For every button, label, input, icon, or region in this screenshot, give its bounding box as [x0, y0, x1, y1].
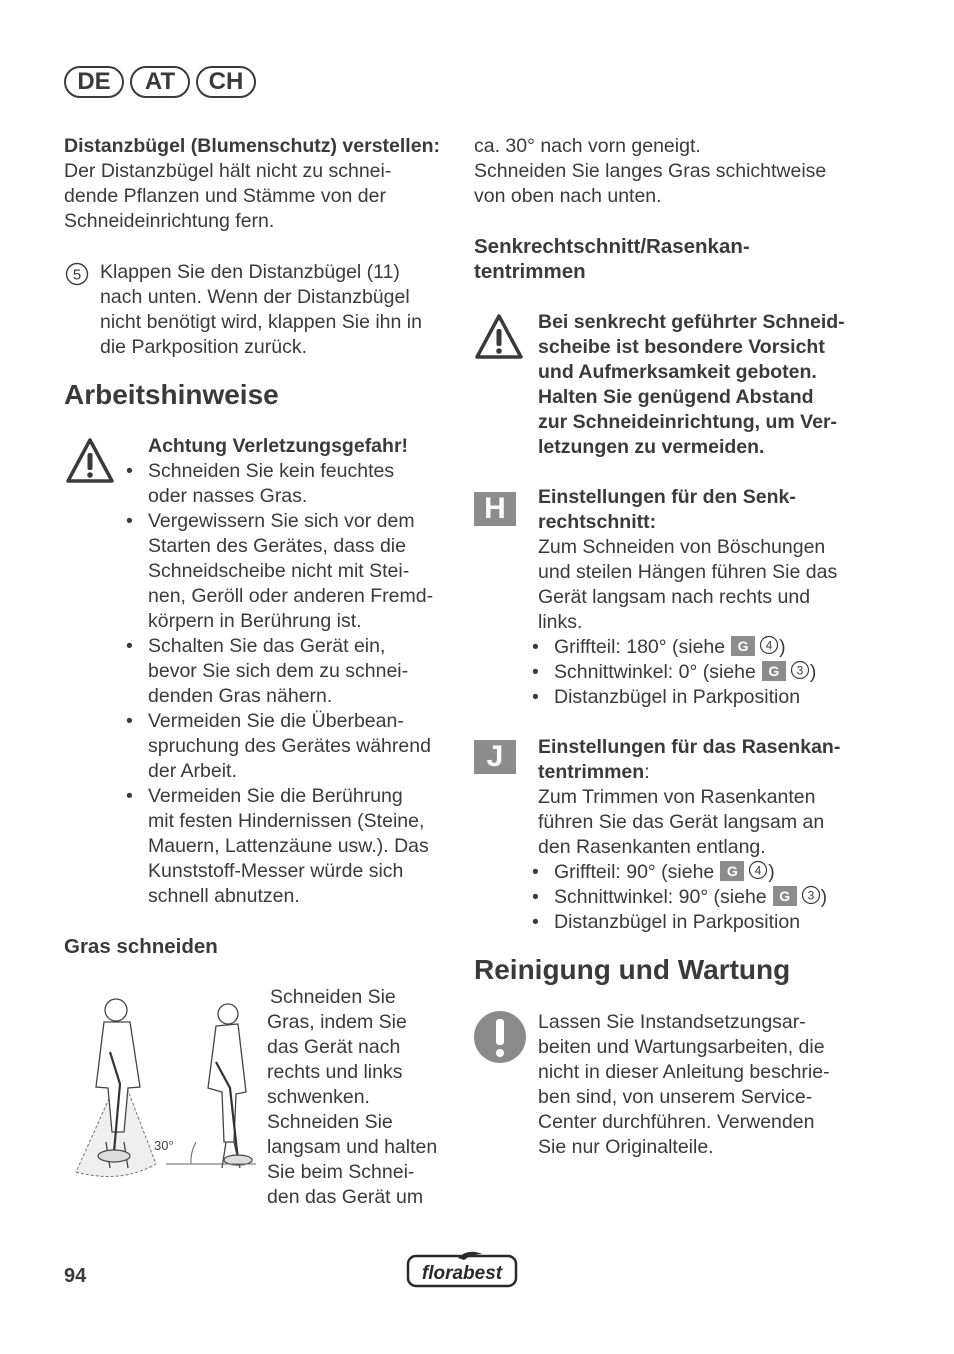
caution-line: scheibe ist besondere Vorsicht — [538, 336, 825, 358]
country-badges — [64, 66, 256, 98]
step-text — [100, 260, 450, 360]
item-line: Schneidscheibe nicht mit Stei- — [148, 560, 410, 582]
figure-g-ref: G — [720, 861, 744, 881]
gras-line: den das Gerät um — [267, 1186, 424, 1208]
circled-number: 4 — [754, 863, 762, 878]
heading-line: tentrimmen — [474, 260, 586, 283]
circled-number: 3 — [807, 888, 814, 903]
figure-j-icon: J — [474, 740, 516, 774]
list-item — [124, 459, 454, 509]
reinigung-line: ben sind, von unserem Service- — [538, 1086, 813, 1108]
h-settings-list — [530, 635, 890, 710]
item-text: Griffteil: 180° (siehe — [554, 636, 726, 658]
angle-label: 30° — [154, 1138, 174, 1153]
florabest-logo — [406, 1250, 518, 1288]
badge-de: DE — [64, 66, 124, 98]
figure-h-icon: H — [474, 492, 516, 526]
caution-line: zur Schneideinrichtung, um Ver- — [538, 411, 838, 433]
warning-title: Achtung Verletzungsgefahr! — [148, 435, 409, 457]
item-line: denden Gras nähern. — [148, 685, 333, 707]
gras-schneiden-heading: Gras schneiden — [64, 935, 218, 958]
step-line: Klappen Sie den Distanzbügel (11) — [100, 261, 400, 283]
gras-line: Gras, indem Sie — [267, 1011, 407, 1033]
item-line: • Schalten Sie das Gerät ein, — [148, 635, 386, 657]
gras-line: Sie beim Schnei- — [267, 1161, 415, 1183]
j-title-line: Einstellungen für das Rasenkan- — [538, 736, 841, 758]
j-title-colon: : — [644, 761, 650, 783]
reinigung-line: nicht in dieser Anleitung beschrie- — [538, 1061, 830, 1083]
warning-list — [124, 459, 454, 909]
item-end: ) — [809, 661, 817, 683]
j-line: Zum Trimmen von Rasenkanten — [538, 786, 816, 808]
figure-g-ref: G — [731, 636, 755, 656]
continued-text — [474, 134, 874, 209]
item-text: Distanzbügel in Parkposition — [554, 686, 801, 708]
caution-line: letzungen zu vermeiden. — [538, 436, 765, 458]
gras-text — [267, 985, 457, 1210]
caution-line: Halten Sie genügend Abstand — [538, 386, 814, 408]
distanz-section — [64, 134, 454, 234]
item-text: Schnittwinkel: 90° (siehe — [554, 886, 767, 908]
page-number: 94 — [64, 1265, 87, 1287]
j-line: den Rasenkanten entlang. — [538, 836, 766, 858]
arbeitshinweise-heading: Arbeitshinweise — [64, 379, 279, 410]
h-line: und steilen Hängen führen Sie das — [538, 561, 838, 583]
step-line: nach unten. Wenn der Distanzbügel — [100, 286, 410, 308]
list-item — [124, 634, 454, 709]
list-item — [530, 635, 890, 660]
list-item — [124, 709, 454, 784]
h-title-line: Einstellungen für den Senk- — [538, 486, 796, 508]
list-item — [530, 860, 890, 885]
item-line: der Arbeit. — [148, 760, 237, 782]
reinigung-heading: Reinigung und Wartung — [474, 954, 791, 985]
item-line: Starten des Gerätes, dass die — [148, 535, 406, 557]
item-line: spruchung des Gerätes während — [148, 735, 431, 757]
distanz-title: Distanzbügel (Blumenschutz) verstellen: — [64, 135, 440, 157]
item-line: körpern in Berührung ist. — [148, 610, 362, 632]
list-item — [530, 685, 890, 710]
h-line: Zum Schneiden von Böschungen — [538, 536, 826, 558]
item-end: ) — [820, 886, 828, 908]
list-item — [124, 784, 454, 909]
badge-ch: CH — [196, 66, 256, 98]
warning-icon — [473, 312, 525, 369]
item-line: • Vermeiden Sie die Überbean- — [148, 710, 404, 732]
item-line: oder nasses Gras. — [148, 485, 308, 507]
reinigung-line: Lassen Sie Instandsetzungsar- — [538, 1011, 806, 1033]
badge-at: AT — [130, 66, 190, 98]
reinigung-line: beiten und Wartungsarbeiten, die — [538, 1036, 825, 1058]
item-text: Distanzbügel in Parkposition — [554, 911, 801, 933]
item-line: Mauern, Lattenzäune usw.). Das — [148, 835, 429, 857]
circled-number-icon — [759, 636, 779, 658]
figure-g-ref: G — [773, 886, 797, 906]
reinigung-line: Center durchführen. Verwenden — [538, 1111, 815, 1133]
cont-line: Schneiden Sie langes Gras schichtweise — [474, 160, 827, 182]
list-item — [530, 910, 890, 935]
warning-block — [124, 434, 454, 909]
caution-line: Bei senkrecht geführter Schneid- — [538, 311, 845, 333]
item-line: • Vergewissern Sie sich vor dem — [148, 510, 415, 532]
item-end: ) — [768, 861, 775, 883]
figure-g-ref: G — [762, 661, 786, 681]
cont-line: ca. 30° nach vorn geneigt. — [474, 135, 701, 157]
logo-text: florabest — [421, 1263, 503, 1284]
item-line: bevor Sie sich dem zu schnei- — [148, 660, 409, 682]
item-text: Griffteil: 90° (siehe — [554, 861, 715, 883]
gras-line: das Gerät nach — [267, 1036, 401, 1058]
item-line: • Schneiden Sie kein feuchtes — [148, 460, 395, 482]
gras-line: langsam und halten — [267, 1136, 438, 1158]
j-section — [538, 735, 878, 860]
step-line: die Parkposition zurück. — [100, 336, 308, 358]
list-item — [530, 660, 890, 685]
gras-line: schwenken. — [267, 1086, 370, 1108]
j-settings-list — [530, 860, 890, 935]
item-line: mit festen Hindernissen (Steine, — [148, 810, 425, 832]
caution-text — [538, 310, 878, 460]
reinigung-text — [538, 1010, 878, 1160]
circled-number: 3 — [796, 663, 804, 678]
circled-number: 4 — [765, 638, 773, 653]
senkrechtschnitt-heading — [474, 234, 750, 284]
h-line: links. — [538, 611, 583, 633]
j-title-line: tentrimmen — [538, 761, 645, 783]
item-end: ) — [779, 636, 786, 658]
circled-number-icon — [801, 886, 821, 908]
item-line: nen, Geröll oder anderen Fremd- — [148, 585, 434, 607]
reinigung-line: Sie nur Originalteile. — [538, 1136, 714, 1158]
item-line: • Vermeiden Sie die Berührung — [148, 785, 403, 807]
list-item — [124, 509, 454, 634]
distanz-line: Schneideinrichtung fern. — [64, 210, 275, 232]
h-section — [538, 485, 878, 635]
circled-number-icon — [748, 861, 768, 883]
item-text: Schnittwinkel: 0° (siehe — [554, 661, 756, 683]
cont-line: von oben nach unten. — [474, 185, 662, 207]
circled-number-icon — [790, 661, 810, 683]
trimming-illustration — [66, 992, 262, 1191]
gras-line: Schneiden Sie — [270, 986, 396, 1008]
step-number: 5 — [72, 266, 82, 284]
item-line: schnell abnutzen. — [148, 885, 300, 907]
important-icon — [473, 1010, 527, 1071]
distanz-line: dende Pflanzen und Stämme von der — [64, 185, 386, 207]
gras-line: rechts und links — [267, 1061, 403, 1083]
gras-line: Schneiden Sie — [267, 1111, 393, 1133]
h-line: Gerät langsam nach rechts und — [538, 586, 811, 608]
warning-icon — [64, 436, 116, 493]
j-line: führen Sie das Gerät langsam an — [538, 811, 825, 833]
step-number-icon — [64, 260, 90, 293]
step-line: nicht benötigt wird, klappen Sie ihn in — [100, 311, 422, 333]
caution-line: und Aufmerksamkeit geboten. — [538, 361, 817, 383]
heading-line: Senkrechtschnitt/Rasenkan- — [474, 235, 750, 258]
item-line: Kunststoff-Messer würde sich — [148, 860, 404, 882]
h-title-line: rechtschnitt: — [538, 511, 657, 533]
distanz-line: Der Distanzbügel hält nicht zu schnei- — [64, 160, 392, 182]
list-item — [530, 885, 890, 910]
